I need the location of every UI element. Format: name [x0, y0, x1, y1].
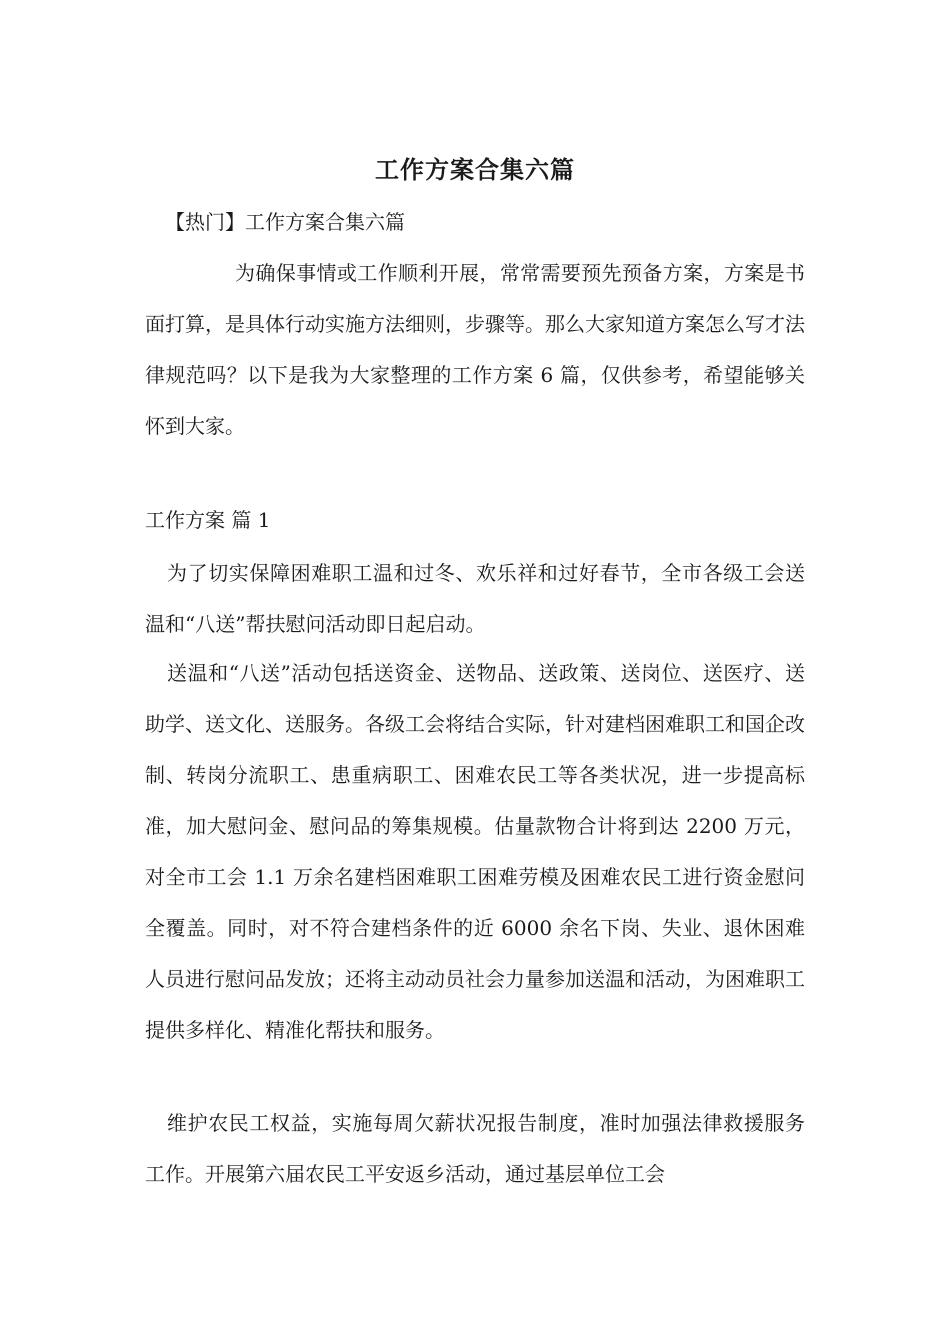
- document-title: 工作方案合集六篇: [375, 155, 575, 184]
- body-paragraph-3: 维护农民工权益，实施每周欠薪状况报告制度，准时加强法律救援服务工作。开展第六届农民工平安返乡活动，通过基层单位工会: [145, 1111, 805, 1186]
- document-subtitle: 【热门】工作方案合集六篇: [165, 210, 405, 234]
- section-heading: 工作方案 篇 1: [145, 508, 271, 532]
- body-paragraph-1: 为了切实保障困难职工温和过冬、欢乐祥和过好春节，全市各级工会送温和“八送”帮扶慰问活动即日起启动。: [145, 561, 805, 636]
- body-paragraph-2: 送温和“八送”活动包括送资金、送物品、送政策、送岗位、送医疗、送助学、送文化、送服务。各级工会将结合实际，针对建档困难职工和国企改制、转岗分流职工、患重病职工、困难农民工等各类状况，进一步提高标准，加大慰问金、慰问品的筹集规模。估量款物合计将到达 2200 万元，对全市工会 1.1 万余名建档困难职工困难劳模及困难农民工进行资金慰问全覆盖。同时，对不符合建档条件的近 6000 余名下岗、失业、退休困难人员进行慰问品发放；还将主动动员社会力量参加送温和活动，为困难职工提供多样化、精准化帮扶和服务。: [145, 661, 805, 1042]
- intro-paragraph: 为确保事情或工作顺利开展，常常需要预先预备方案，方案是书面打算，是具体行动实施方法细则，步骤等。那么大家知道方案怎么写才法律规范吗？以下是我为大家整理的工作方案 6 篇，仅供参考，希望能够关怀到大家。: [145, 261, 805, 438]
